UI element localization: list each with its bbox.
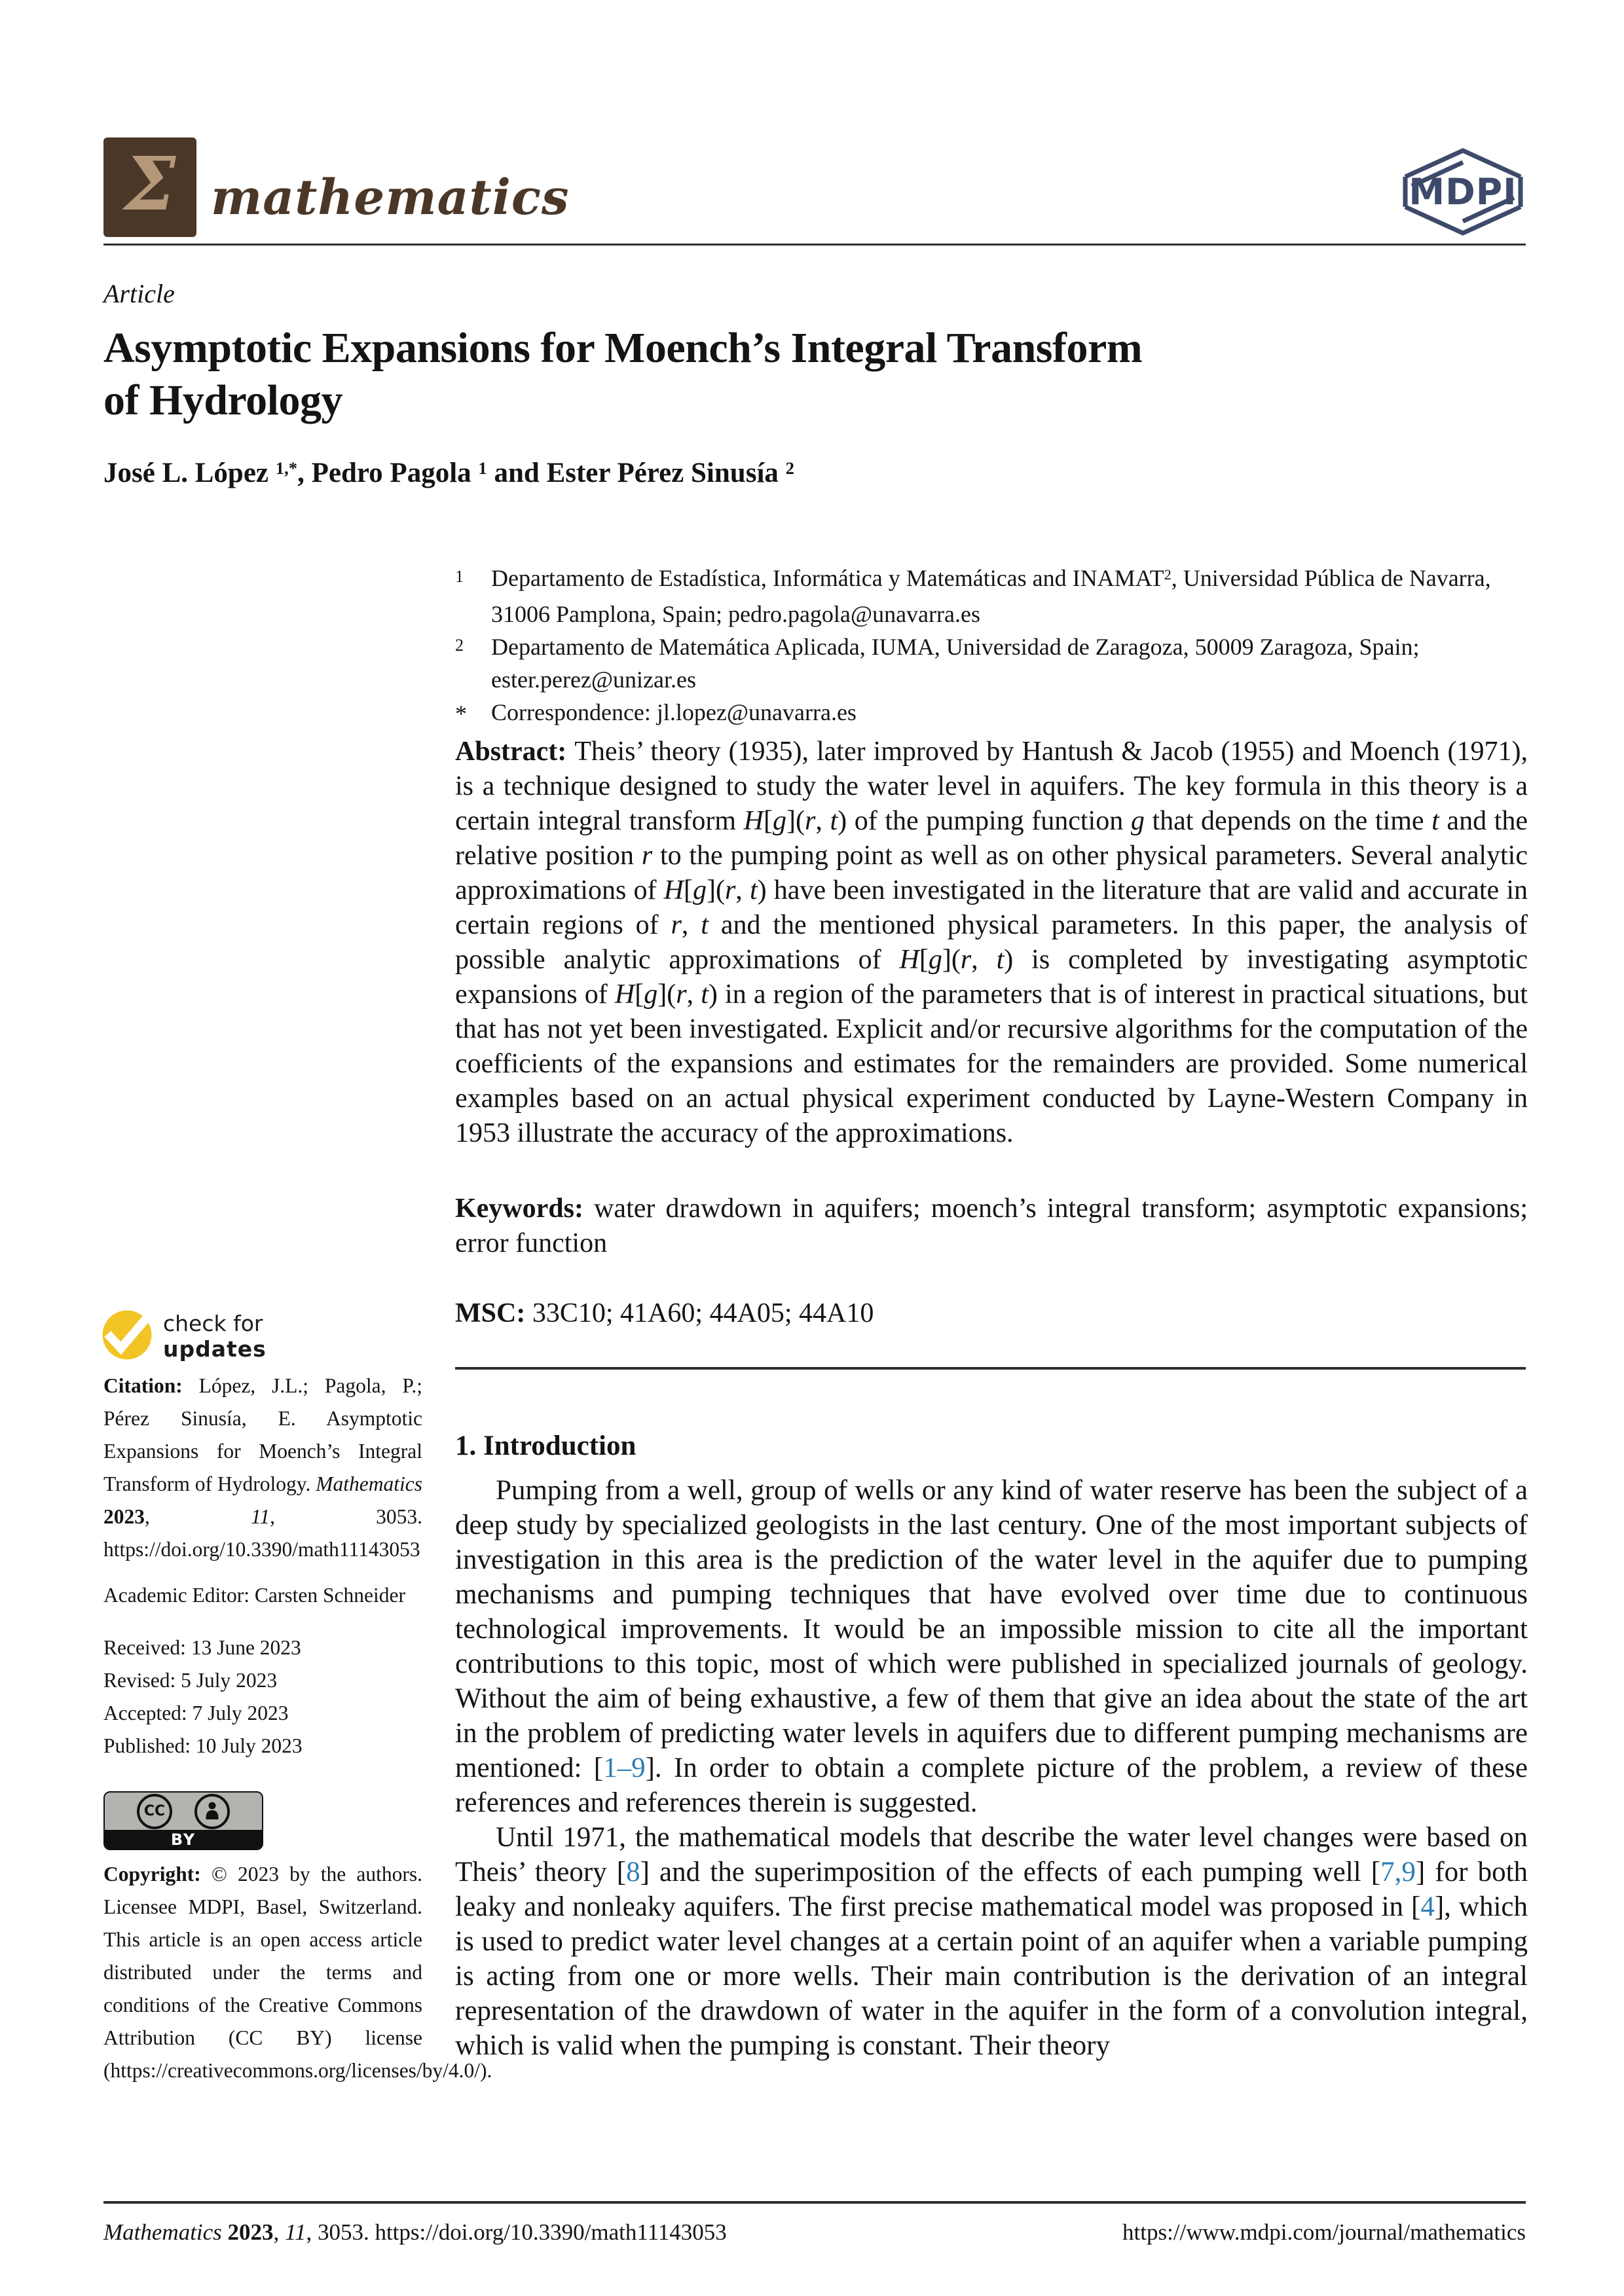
text-run: 2023 <box>227 2219 274 2245</box>
text-run: t <box>701 910 709 940</box>
text-run: © 2023 by the authors. Licensee MDPI, Basel, Switzerland. This article is an open access article distributed under the terms and conditions of the Creative Commons Attribution (CC BY) license (https://creativecommons.org/licenses/by/4.0/). <box>103 1863 492 2082</box>
affiliation-row-correspondence <box>455 696 1529 729</box>
text-run: Theis’ theory (1935), later improved by Hantush & Jacob (1955) and Moench (1971), is a technique designed to study the water level in aquifers. The key formula in this theory is a certain integral transform <box>455 737 1528 836</box>
text-run: [ <box>635 979 644 1010</box>
text-run: ], which is used to predict water level changes at a certain point of an aquifer when a variable pumping is acting from one or more wells. Their main contribution is the derivation of an integral representation of the drawdown of water in the aquifer in the form of a convolution integral, which is valid when the pumping is constant. Their theory <box>455 1891 1528 2061</box>
text-run: , Pedro Pagola <box>297 458 479 488</box>
article-kind-label: Article <box>103 279 175 308</box>
keywords-line <box>455 1192 1528 1261</box>
copyright-block <box>103 1858 492 2087</box>
history-dates <box>103 1631 422 1762</box>
text-run: José L. López <box>103 458 276 488</box>
text-run: ) <box>757 875 767 905</box>
text-run: 2 <box>1164 566 1172 583</box>
reference-link[interactable]: 1–9 <box>603 1753 646 1783</box>
citation-block <box>103 1370 422 1566</box>
text-run: Citation: <box>103 1374 199 1397</box>
abstract-section-rule <box>455 1367 1526 1370</box>
reference-link[interactable]: 7,9 <box>1380 1857 1416 1887</box>
text-run: g <box>928 945 942 975</box>
text-run: Copyright: <box>103 1863 212 1886</box>
text-run: ] and the superimposition of the effects of each pumping well [ <box>640 1857 1381 1887</box>
text-run: Departamento de Matemática Aplicada, IUMA, Universidad de Zaragoza, 50009 Zaragoza, Spain; ester.perez@unizar.es <box>491 634 1420 693</box>
text-run: 2 <box>785 458 794 479</box>
text-run: H <box>663 875 684 905</box>
text-run: López, J.L.; Pagola, P.; Pérez Sinusía, E. Asymptotic Expansions for Moench’s Integral Transform of Hydrology. <box>103 1374 422 1495</box>
text-run: ]( <box>657 979 676 1010</box>
text-run: have been investigated in the literature that are valid and accurate in certain regions of <box>455 875 1528 940</box>
journal-logo <box>103 137 196 237</box>
text-run: r <box>805 806 816 836</box>
text-run: , <box>273 2219 286 2245</box>
authors-line <box>103 457 1557 489</box>
text-run: 1 <box>478 458 487 479</box>
text-run: Abstract: <box>455 737 575 767</box>
text-run: ]( <box>942 945 961 975</box>
text-run: t <box>749 875 758 905</box>
text-run: water drawdown in aquifers; moench’s integral transform; asymptotic expansions; error function <box>455 1194 1528 1258</box>
text-run: , <box>681 910 701 940</box>
text-run: ) of the pumping function <box>838 806 1131 836</box>
text-run: 2023 <box>103 1505 145 1528</box>
text-run: g <box>644 979 658 1010</box>
text-run: r <box>641 841 653 871</box>
text-run: ) <box>708 979 718 1010</box>
person-icon <box>194 1794 230 1829</box>
text-run: 11 <box>250 1505 270 1528</box>
text-run: ]( <box>786 806 805 836</box>
text-run: and the mentioned physical parameters. In this paper, the analysis of possible analytic approximations of <box>455 910 1528 975</box>
text-run: [ <box>764 806 773 836</box>
reference-link[interactable]: 8 <box>626 1857 640 1887</box>
text-run: , <box>145 1505 251 1528</box>
text-run: r <box>671 910 682 940</box>
text-run: Departamento de Estadística, Informática y Matemáticas and INAMAT <box>491 565 1164 591</box>
correspondence-text <box>491 696 1529 729</box>
text-run: to the pumping point as well as on other physical parameters. Several analytic approximations of <box>455 841 1528 905</box>
text-run: , <box>815 806 830 836</box>
footer-rule <box>103 2201 1526 2204</box>
by-label: BY <box>105 1830 262 1849</box>
check-icon <box>101 1309 153 1360</box>
footer-citation <box>103 2219 727 2246</box>
mdpi-logo <box>1393 143 1532 236</box>
title-line-1: Asymptotic Expansions for Moench’s Integral Transform <box>103 324 1143 372</box>
sigma-icon: Σ <box>124 141 176 227</box>
text-run: in a region of the parameters that is of interest in practical situations, but that has not yet been investigated. Explicit and/or recursive algorithms for the computation of the coefficients of the expansions and estimates for the remainders are provided. Some numerical examples based on an actual physical experiment conducted by Layne-Western Company in 1953 illustrate the accuracy of the approximations. <box>455 979 1528 1148</box>
text-run: g <box>1130 806 1145 836</box>
page-title <box>103 322 1557 427</box>
header-rule <box>103 244 1526 246</box>
text-run: ]. In order to obtain a complete picture of the problem, a review of these references and references therein is suggested. <box>455 1753 1528 1818</box>
affiliations <box>455 562 1529 729</box>
text-run: r <box>676 979 687 1010</box>
text-run: g <box>773 806 787 836</box>
received-line: Received: 13 June 2023 <box>103 1636 301 1659</box>
cc-badge-icons <box>105 1793 262 1830</box>
text-run: ]( <box>706 875 725 905</box>
text-run: 1,* <box>275 458 298 479</box>
text-run: , Universidad Pública de Navarra, 31006 Pamplona, Spain; pedro.pagola@unavarra.es <box>491 565 1491 627</box>
text-run: and the relative position <box>455 806 1528 871</box>
text-run: Mathematics <box>316 1472 422 1495</box>
text-run: r <box>724 875 736 905</box>
text-run: that depends on the time <box>1144 806 1432 836</box>
affiliation-marker-1: 1 <box>455 567 464 586</box>
reference-link[interactable]: 4 <box>1420 1891 1435 1922</box>
academic-editor-line: Academic Editor: Carsten Schneider <box>103 1584 405 1607</box>
correspondence-marker: * <box>455 701 467 727</box>
affiliation-row-2 <box>455 630 1529 696</box>
text-run: 11 <box>285 2219 306 2245</box>
introduction-body <box>455 1473 1528 2063</box>
mdpi-label: MDPI <box>1409 171 1517 213</box>
affiliation-text-1 <box>491 562 1529 630</box>
journal-wordmark: mathematics <box>211 170 570 226</box>
text-run: Mathematics <box>103 2219 228 2245</box>
intro-paragraph-1 <box>455 1473 1528 1820</box>
abstract-paragraph <box>455 735 1528 1151</box>
text-run: , 3053. https://doi.org/10.3390/math11143053 <box>103 1505 423 1561</box>
text-run: Pumping from a well, group of wells or any kind of water reserve has been the subject of a deep study by specialized geologists in the last century. One of the most important subjects of investigation in this area is the prediction of the water level in the aquifer due to pumping mechanisms and pumping techniques that have evolved over time due to continuous technological improvements. It would be an impossible mission to cite all the important contributions to this topic, most of which were published in specialized journals of geology. Without the aim of being exhaustive, a few of them that give an idea about the state of the art in the problem of predicting water levels in aquifers due to different pumping mechanisms are mentioned: [ <box>455 1475 1528 1783</box>
title-line-2: of Hydrology <box>103 376 342 424</box>
text-run: [ <box>919 945 929 975</box>
text-run: t <box>830 806 838 836</box>
mdpi-hexagon-icon <box>1393 143 1532 236</box>
text-run: t <box>996 945 1005 975</box>
affiliation-marker-2: 2 <box>455 636 464 655</box>
text-run: ) <box>1004 945 1014 975</box>
text-run: , 3053. https://doi.org/10.3390/math11143053 <box>306 2219 727 2245</box>
text-run: and Ester Pérez Sinusía <box>487 458 786 488</box>
check-for-updates-badge[interactable] <box>101 1308 318 1371</box>
text-run: Until 1971, the mathematical models that describe the water level changes were based on Theis’ theory [ <box>455 1822 1528 1887</box>
revised-line: Revised: 5 July 2023 <box>103 1669 278 1692</box>
text-run: r <box>960 945 972 975</box>
check-badge-text <box>163 1311 267 1362</box>
text-run: t <box>1431 806 1439 836</box>
text-run: H <box>743 806 764 836</box>
check-badge-line2: updates <box>163 1336 267 1362</box>
accepted-line: Accepted: 7 July 2023 <box>103 1702 289 1724</box>
cc-icon: CC <box>137 1794 172 1829</box>
text-run: , <box>735 875 750 905</box>
text-run: , <box>686 979 701 1010</box>
text-run: g <box>692 875 707 905</box>
text-run: MSC: <box>455 1298 532 1328</box>
text-run: H <box>614 979 635 1010</box>
text-run: [ <box>683 875 693 905</box>
text-run: H <box>899 945 919 975</box>
cc-by-license-badge[interactable] <box>103 1791 263 1850</box>
intro-paragraph-2 <box>455 1820 1528 2063</box>
check-badge-line1: check for <box>163 1311 263 1336</box>
msc-line <box>455 1298 1528 1329</box>
text-run: ] for both leaky and nonleaky aquifers. The first precise mathematical model was proposed in [ <box>455 1857 1528 1922</box>
text-run: , <box>971 945 997 975</box>
published-line: Published: 10 July 2023 <box>103 1734 303 1757</box>
affiliation-text-2 <box>491 630 1529 696</box>
affiliation-row-1 <box>455 562 1529 630</box>
footer-journal-url: https://www.mdpi.com/journal/mathematics <box>1122 2219 1526 2245</box>
text-run: 33C10; 41A60; 44A05; 44A10 <box>532 1298 874 1328</box>
text-run: Correspondence: jl.lopez@unavarra.es <box>491 699 857 725</box>
text-run: t <box>701 979 709 1010</box>
text-run: is completed by investigating asymptotic expansions of <box>455 945 1528 1010</box>
text-run: Keywords: <box>455 1194 595 1224</box>
section-heading-introduction: 1. Introduction <box>455 1430 637 1461</box>
